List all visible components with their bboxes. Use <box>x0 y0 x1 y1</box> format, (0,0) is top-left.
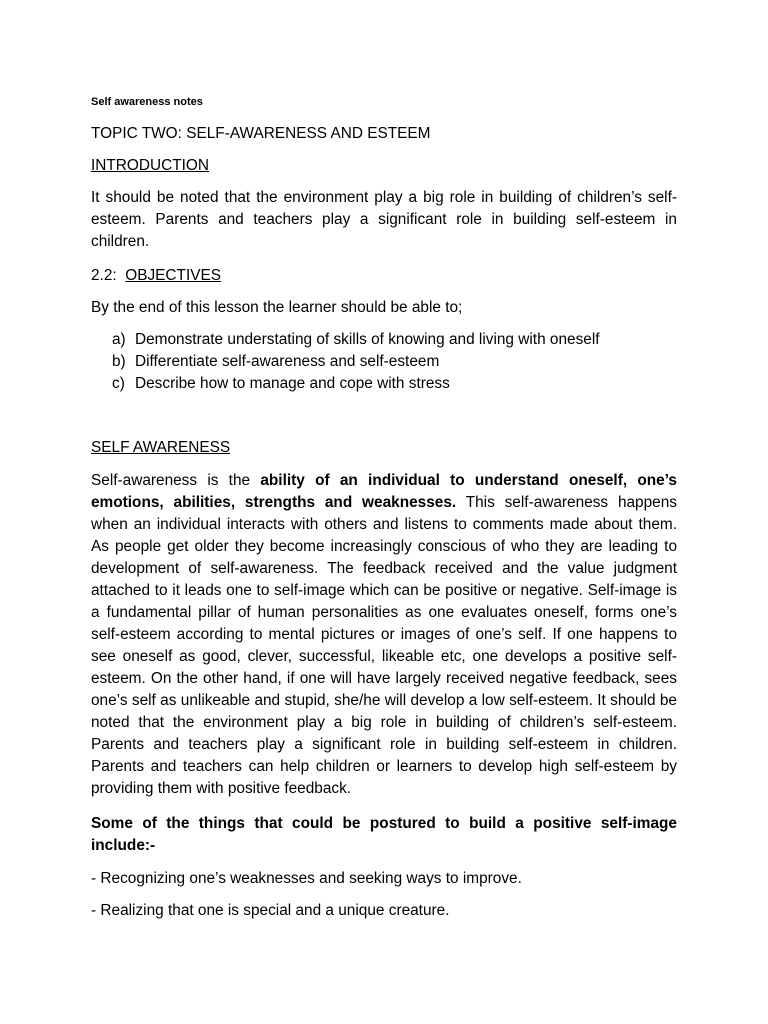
objective-text: Differentiate self-awareness and self-esteem <box>135 353 440 370</box>
objectives-heading: OBJECTIVES <box>125 267 222 284</box>
self-awareness-body: This self-awareness happens when an individual interacts with others and listens to comments made about them. As people get older they become increasingly conscious of who they are leading to development of self-awareness. The feedback received and the value judgment attached to it leads one to self-image which can be positive or negative. Self-image is a fundamental pillar of human personalities as one evaluates oneself, forms one’s self-esteem according to mental pictures or images of one’s self. If one happens to see oneself as good, clever, successful, likeable etc, one develops a positive self-esteem. On the other hand, if one will have largely received negative feedback, sees one’s self as unlikeable and stupid, she/he will develop a low self-esteem. It should be noted that the environment play a big role in building of children’s self-esteem. Parents and teachers play a significant role in building self-esteem in children. Parents and teachers can help children or learners to develop high self-esteem by providing them with positive feedback. <box>91 494 677 797</box>
positive-self-image-heading: Some of the things that could be postured to build a positive self-image include:- <box>91 815 677 854</box>
introduction-paragraph: It should be noted that the environment play a big role in building of children’s self-esteem. Parents and teachers play a significant role in building self-esteem in children. <box>91 189 677 250</box>
objective-text: Demonstrate understating of skills of knowing and living with oneself <box>135 331 600 348</box>
self-awareness-paragraph <box>91 470 677 800</box>
objective-item <box>91 351 677 373</box>
objectives-heading-line <box>91 265 677 287</box>
objectives-number: 2.2: <box>91 267 117 284</box>
introduction-heading: INTRODUCTION <box>91 157 209 174</box>
self-awareness-heading: SELF AWARENESS <box>91 439 231 456</box>
objective-item <box>91 329 677 351</box>
objective-item <box>91 373 677 395</box>
objective-text: Describe how to manage and cope with stress <box>135 375 450 392</box>
self-awareness-lead: Self-awareness is the <box>91 472 261 489</box>
objective-marker: a) <box>112 331 126 348</box>
self-awareness-definition: ability of an individual to understand oneself, one’s emotions, abilities, strengths and weaknesses. <box>91 472 677 511</box>
bullet-item: - Recognizing one’s weaknesses and seeking ways to improve. <box>91 870 522 887</box>
objective-marker: b) <box>112 353 126 370</box>
objectives-list <box>91 329 677 395</box>
document-page <box>91 0 677 1024</box>
bullet-item: - Realizing that one is special and a unique creature. <box>91 902 450 919</box>
objectives-intro: By the end of this lesson the learner should be able to; <box>91 299 463 316</box>
objective-marker: c) <box>112 375 125 392</box>
topic-title: TOPIC TWO: SELF-AWARENESS AND ESTEEM <box>91 125 431 142</box>
document-label: Self awareness notes <box>91 96 203 108</box>
